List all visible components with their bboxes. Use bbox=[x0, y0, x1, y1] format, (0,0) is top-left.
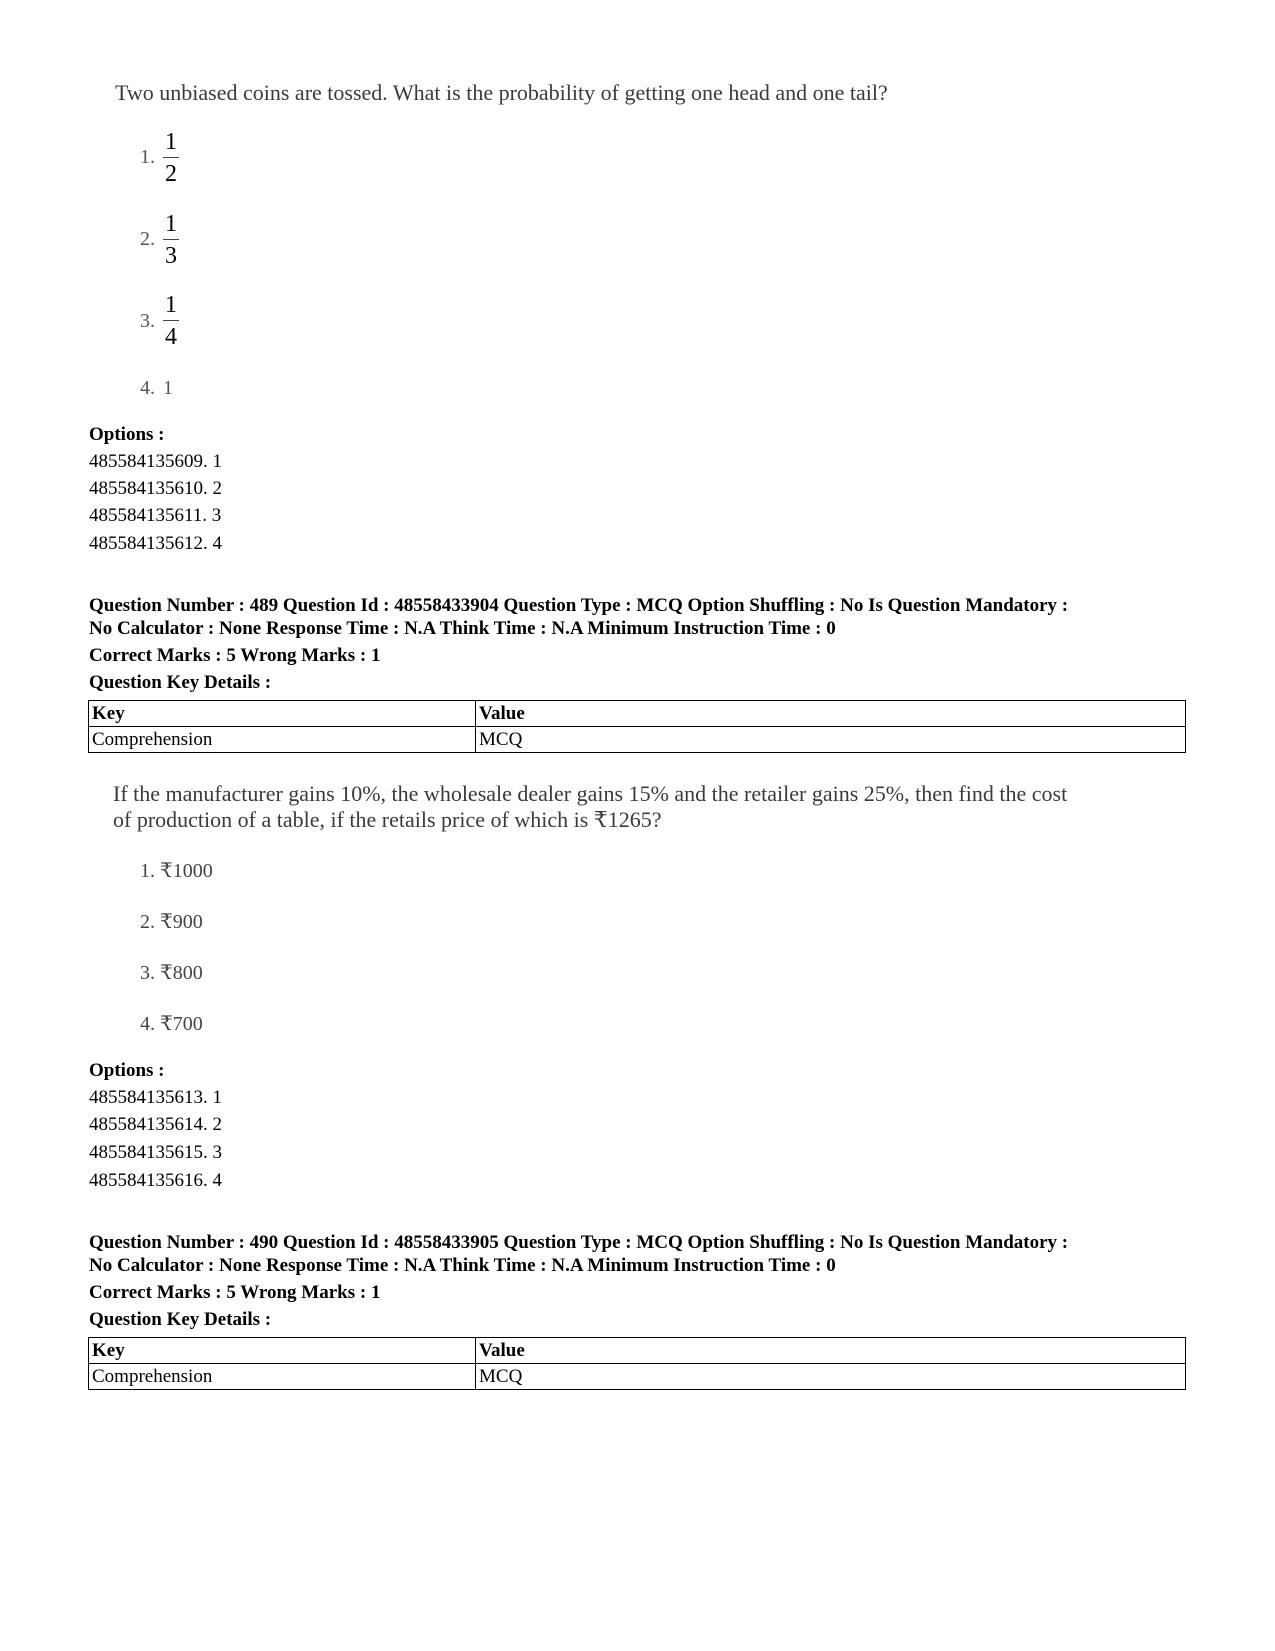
q489-meta-line2: No Calculator : None Response Time : N.A Think Time : N.A Minimum Instruction Time : 0 bbox=[89, 618, 836, 639]
fraction: 1 2 bbox=[165, 129, 177, 187]
table-header-key: Key bbox=[89, 1338, 476, 1364]
q489-question-line2: of production of a table, if the retails price of which is ₹1265? bbox=[113, 807, 662, 832]
q489-marks: Correct Marks : 5 Wrong Marks : 1 bbox=[89, 645, 381, 666]
option-line: 485584135616. 4 bbox=[89, 1170, 222, 1191]
table-cell-value: MCQ bbox=[476, 1364, 1186, 1390]
choice-value: 1 bbox=[163, 377, 173, 399]
table-header-value: Value bbox=[476, 701, 1186, 727]
q488-question-text: Two unbiased coins are tossed. What is the probability of getting one head and one tail? bbox=[115, 80, 888, 105]
table-header-row bbox=[89, 1338, 1186, 1364]
table-header-value: Value bbox=[476, 1338, 1186, 1364]
q489-key-details-label: Question Key Details : bbox=[89, 672, 272, 693]
table-cell-key: Comprehension bbox=[89, 727, 476, 753]
q490-marks: Correct Marks : 5 Wrong Marks : 1 bbox=[89, 1282, 381, 1303]
choice-number: 2. bbox=[140, 228, 155, 250]
option-line: 485584135612. 4 bbox=[89, 533, 222, 554]
option-line: 485584135610. 2 bbox=[89, 478, 222, 499]
table-cell-key: Comprehension bbox=[89, 1364, 476, 1390]
table-header-key: Key bbox=[89, 701, 476, 727]
choice-number: 1. bbox=[140, 146, 155, 168]
q489-choice-3: 3. ₹800 bbox=[140, 962, 203, 984]
q490-meta-line1: Question Number : 490 Question Id : 48558433905 Question Type : MCQ Option Shuffling : No Is Question Mandatory : bbox=[89, 1232, 1069, 1253]
option-line: 485584135613. 1 bbox=[89, 1087, 222, 1108]
options-label: Options : bbox=[89, 1060, 165, 1081]
q490-meta-line2: No Calculator : None Response Time : N.A Think Time : N.A Minimum Instruction Time : 0 bbox=[89, 1255, 836, 1276]
q489-meta-line1: Question Number : 489 Question Id : 48558433904 Question Type : MCQ Option Shuffling : No Is Question Mandatory : bbox=[89, 595, 1069, 616]
q489-question-line1: If the manufacturer gains 10%, the wholesale dealer gains 15% and the retailer gains 25%, then find the cost bbox=[113, 781, 1068, 806]
choice-number: 3. bbox=[140, 310, 155, 332]
options-label: Options : bbox=[89, 424, 165, 445]
q490-key-table bbox=[88, 1337, 1186, 1390]
fraction: 1 4 bbox=[165, 292, 177, 350]
table-row bbox=[89, 1364, 1186, 1390]
q490-key-details-label: Question Key Details : bbox=[89, 1309, 272, 1330]
q489-choice-4: 4. ₹700 bbox=[140, 1013, 203, 1035]
option-line: 485584135615. 3 bbox=[89, 1142, 222, 1163]
q489-key-table bbox=[88, 700, 1186, 753]
q489-choice-2: 2. ₹900 bbox=[140, 911, 203, 933]
table-cell-value: MCQ bbox=[476, 727, 1186, 753]
table-row bbox=[89, 727, 1186, 753]
fraction: 1 3 bbox=[165, 211, 177, 269]
table-header-row bbox=[89, 701, 1186, 727]
option-line: 485584135611. 3 bbox=[89, 505, 222, 526]
option-line: 485584135609. 1 bbox=[89, 451, 222, 472]
option-line: 485584135614. 2 bbox=[89, 1114, 222, 1135]
q489-choice-1: 1. ₹1000 bbox=[140, 860, 213, 882]
choice-number: 4. bbox=[140, 377, 155, 399]
